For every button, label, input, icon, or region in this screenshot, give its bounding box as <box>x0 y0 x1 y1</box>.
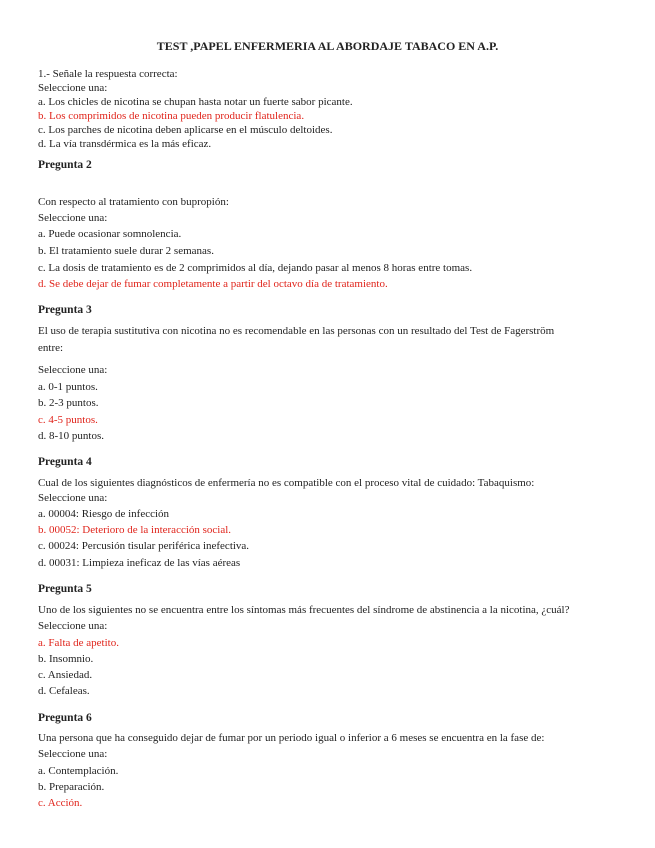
q4-heading: Pregunta 4 <box>38 456 92 468</box>
q3-option-b: b. 2-3 puntos. <box>38 397 99 409</box>
q2-option-d-answer: d. Se debe dejar de fumar completamente a partir del octavo día de tratamiento. <box>38 278 388 290</box>
q5-option-d: d. Cefaleas. <box>38 685 90 697</box>
q6-option-a: a. Contemplación. <box>38 765 119 777</box>
q1-option-a: a. Los chicles de nicotina se chupan hasta notar un fuerte sabor picante. <box>38 96 353 108</box>
q4-question: Cual de los siguientes diagnósticos de enfermería no es compatible con el proceso vital de cuidado: Tabaquismo: <box>38 477 535 489</box>
q6-option-b: b. Preparación. <box>38 781 105 793</box>
q6-question: Una persona que ha conseguido dejar de fumar por un periodo igual o inferior a 6 meses se encuentra en la fase de: <box>38 732 545 744</box>
q4-option-b-answer: b. 00052: Deterioro de la interacción social. <box>38 524 232 536</box>
q3-question-line2: entre: <box>38 342 64 354</box>
q5-option-a-answer: a. Falta de apetito. <box>38 637 119 649</box>
q4-option-c: c. 00024: Percusión tisular periférica inefectiva. <box>38 540 250 552</box>
q5-option-b: b. Insomnio. <box>38 653 94 665</box>
q3-option-c-answer: c. 4-5 puntos. <box>38 414 98 426</box>
q4-option-a: a. 00004: Riesgo de infección <box>38 508 170 520</box>
q2-option-c: c. La dosis de tratamiento es de 2 comprimidos al día, dejando pasar al menos 8 horas entre tomas. <box>38 262 473 274</box>
q1-option-b-answer: b. Los comprimidos de nicotina pueden producir flatulencia. <box>38 110 305 122</box>
q3-heading: Pregunta 3 <box>38 304 92 316</box>
q5-question: Uno de los siguientes no se encuentra entre los síntomas más frecuentes del síndrome de abstinencia a la nicotina, ¿cuál? <box>38 604 570 616</box>
q1-prompt: Seleccione una: <box>38 82 108 94</box>
q2-heading: Pregunta 2 <box>38 159 92 171</box>
q3-question-line1: El uso de terapia sustitutiva con nicotina no es recomendable en las personas con un resultado del Test de Fagerström <box>38 325 555 337</box>
q3-option-d: d. 8-10 puntos. <box>38 430 104 442</box>
q1-intro: 1.- Señale la respuesta correcta: <box>38 68 178 80</box>
q3-prompt: Seleccione una: <box>38 364 108 376</box>
q1-option-c: c. Los parches de nicotina deben aplicarse en el músculo deltoides. <box>38 124 333 136</box>
q2-option-b: b. El tratamiento suele durar 2 semanas. <box>38 245 214 257</box>
q2-question: Con respecto al tratamiento con bupropión: <box>38 196 229 208</box>
q2-option-a: a. Puede ocasionar somnolencia. <box>38 228 182 240</box>
q5-option-c: c. Ansiedad. <box>38 669 93 681</box>
document-title: TEST ,PAPEL ENFERMERIA AL ABORDAJE TABACO EN A.P. <box>156 39 499 53</box>
q4-option-d: d. 00031: Limpieza ineficaz de las vías aéreas <box>38 557 241 569</box>
q3-option-a: a. 0-1 puntos. <box>38 381 98 393</box>
q6-heading: Pregunta 6 <box>38 712 92 724</box>
q6-option-c-answer: c. Acción. <box>38 797 83 809</box>
q5-heading: Pregunta 5 <box>38 583 92 595</box>
q6-prompt: Seleccione una: <box>38 748 108 760</box>
q2-prompt: Seleccione una: <box>38 212 108 224</box>
q1-option-d: d. La vía transdérmica es la más eficaz. <box>38 138 212 150</box>
q5-prompt: Seleccione una: <box>38 620 108 632</box>
q4-prompt: Seleccione una: <box>38 492 108 504</box>
